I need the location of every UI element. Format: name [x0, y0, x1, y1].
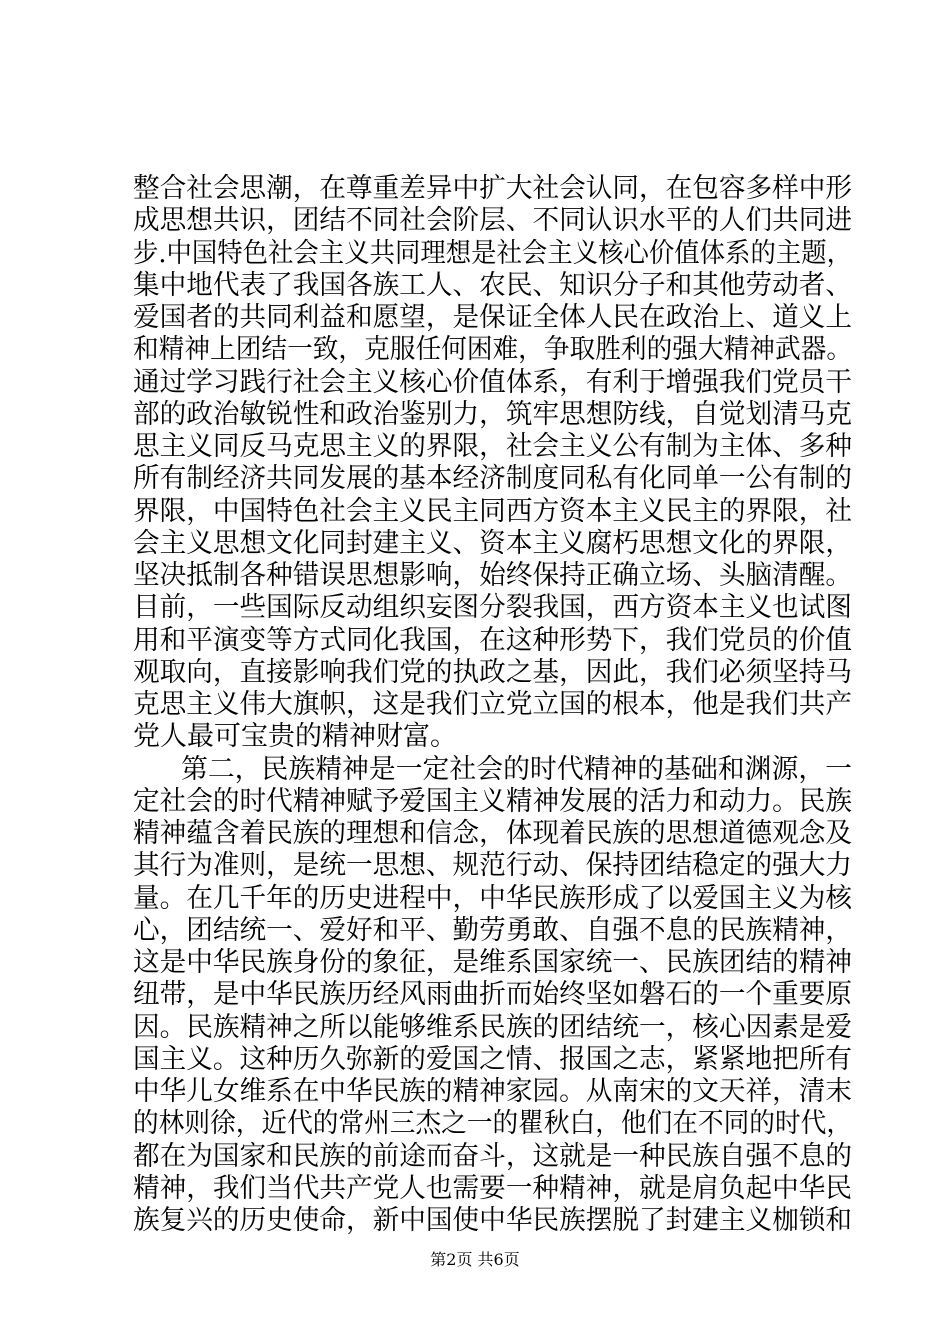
- text-line: 族复兴的历史使命，新中国使中华民族摆脱了封建主义枷锁和: [133, 1205, 852, 1236]
- text-line: 都在为国家和民族的前途而奋斗，这就是一种民族自强不息的: [133, 1141, 852, 1172]
- page-footer: [0, 1250, 950, 1270]
- text-line: 的林则徐，近代的常州三杰之一的瞿秋白，他们在不同的时代，: [133, 1108, 852, 1139]
- text-line: 精神，我们当代共产党人也需要一种精神，就是肩负起中华民: [133, 1173, 852, 1204]
- text-line: 心，团结统一、爱好和平、勤劳勇敢、自强不息的民族精神，: [133, 915, 852, 946]
- text-line: 目前，一些国际反动组织妄图分裂我国，西方资本主义也试图: [133, 592, 852, 623]
- text-line: 爱国者的共同利益和愿望，是保证全体人民在政治上、道义上: [133, 302, 852, 333]
- text-line: 国主义。这种历久弥新的爱国之情、报国之志，紧紧地把所有: [133, 1044, 852, 1075]
- text-line: 整合社会思潮，在尊重差异中扩大社会认同，在包容多样中形: [133, 173, 852, 204]
- text-line: 坚决抵制各种错误思想影响，始终保持正确立场、头脑清醒。: [133, 560, 852, 591]
- text-line: 观取向，直接影响我们党的执政之基，因此，我们必须坚持马: [133, 657, 852, 688]
- text-line: 成思想共识，团结不同社会阶层、不同认识水平的人们共同进: [133, 205, 852, 236]
- page-number-label: 第2页 共6页: [430, 1250, 520, 1269]
- text-line: 集中地代表了我国各族工人、农民、知识分子和其他劳动者、: [133, 270, 852, 301]
- text-line: 通过学习践行社会主义核心价值体系，有利于增强我们党员干: [133, 367, 852, 398]
- text-line: 量。在几千年的历史进程中，中华民族形成了以爱国主义为核: [133, 883, 852, 914]
- text-line: 部的政治敏锐性和政治鉴别力，筑牢思想防线，自觉划清马克: [133, 399, 852, 430]
- text-line: 会主义思想文化同封建主义、资本主义腐朽思想文化的界限，: [133, 528, 852, 559]
- text-line: 所有制经济共同发展的基本经济制度同私有化同单一公有制的: [133, 463, 852, 494]
- text-line: 步.中国特色社会主义共同理想是社会主义核心价值体系的主题，: [133, 238, 852, 269]
- text-line: 这是中华民族身份的象征，是维系国家统一、民族团结的精神: [133, 947, 852, 978]
- text-line: 和精神上团结一致，克服任何困难，争取胜利的强大精神武器。: [133, 334, 852, 365]
- text-line: 因。民族精神之所以能够维系民族的团结统一，核心因素是爱: [133, 1012, 852, 1043]
- text-line: 其行为准则，是统一思想、规范行动、保持团结稳定的强大力: [133, 850, 852, 881]
- text-line: 思主义同反马克思主义的界限，社会主义公有制为主体、多种: [133, 431, 852, 462]
- text-line: 中华儿女维系在中华民族的精神家园。从南宋的文天祥，清末: [133, 1076, 852, 1107]
- text-line: 纽带，是中华民族历经风雨曲折而始终坚如磐石的一个重要原: [133, 979, 852, 1010]
- text-line: 克思主义伟大旗帜，这是我们立党立国的根本，他是我们共产: [133, 689, 852, 720]
- text-line: 定社会的时代精神赋予爱国主义精神发展的活力和动力。民族: [133, 786, 852, 817]
- text-line: 精神蕴含着民族的理想和信念，体现着民族的思想道德观念及: [133, 818, 852, 849]
- text-line: 第二，民族精神是一定社会的时代精神的基础和渊源，一: [181, 754, 852, 785]
- text-line: 界限，中国特色社会主义民主同西方资本主义民主的界限，社: [133, 496, 852, 527]
- text-line: 党人最可宝贵的精神财富。: [133, 721, 457, 752]
- text-line: 用和平演变等方式同化我国，在这种形势下，我们党员的价值: [133, 625, 852, 656]
